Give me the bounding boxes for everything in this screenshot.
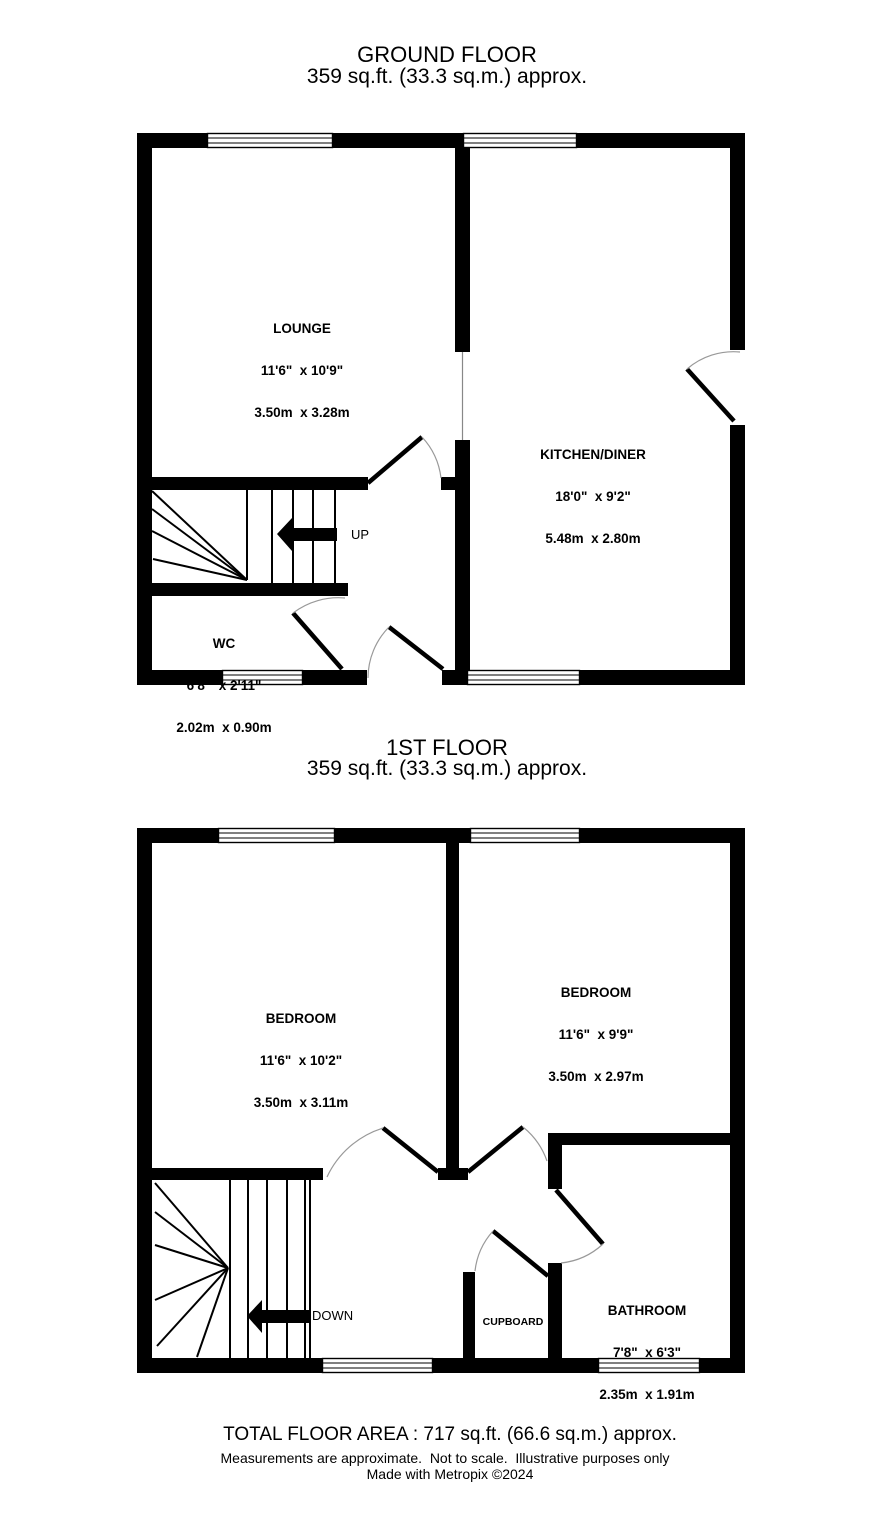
gf-stair-top-wall — [152, 477, 368, 490]
bedroom-left-name: BEDROOM — [265, 1011, 337, 1026]
gf-divider-stub — [441, 477, 457, 490]
lounge-name: LOUNGE — [273, 321, 331, 336]
ff-wall-right — [730, 828, 745, 1373]
ff-stair-winders — [155, 1183, 228, 1357]
gf-doors — [293, 352, 740, 678]
bedroom-right-name: BEDROOM — [560, 985, 632, 1000]
bathroom-name: BATHROOM — [607, 1303, 687, 1318]
bedroom-right-dims-imperial: 11'6" x 9'9" — [558, 1027, 634, 1042]
stairs-down-label: DOWN — [312, 1308, 354, 1323]
ff-bathroom-left-wall-lower — [548, 1263, 562, 1358]
first-floor-area: 359 sq.ft. (33.3 sq.m.) approx. — [306, 757, 588, 780]
ff-bathroom-top-wall — [548, 1133, 745, 1145]
ff-bedroom-right-door — [468, 1127, 547, 1172]
kitchen-diner-name: KITCHEN/DINER — [540, 447, 646, 462]
lounge-dims-imperial: 11'6" x 10'9" — [260, 363, 344, 378]
ff-wall-left — [137, 828, 152, 1373]
ff-wall-bottom-2 — [433, 1358, 598, 1373]
gf-divider-wall-upper — [455, 148, 470, 352]
gf-stair-winders — [152, 491, 247, 580]
kitchen-diner-dims-metric: 5.48m x 2.80m — [545, 531, 641, 546]
ff-divider-wall — [446, 843, 459, 1168]
ff-wall-bottom-3 — [700, 1358, 745, 1373]
bedroom-left-label — [254, 984, 349, 1138]
gf-up-arrow — [277, 518, 337, 551]
gf-wall-left — [137, 133, 152, 685]
ff-bathroom-left-wall-upper — [548, 1133, 562, 1189]
gf-stair-bottom-wall — [137, 583, 348, 596]
gf-entry-door — [368, 627, 443, 678]
gf-kitchen-back-door — [687, 352, 740, 421]
ff-cupboard-door — [475, 1231, 548, 1276]
wc-dims-metric: 2.02m x 0.90m — [176, 720, 272, 735]
gf-wc-door — [293, 598, 345, 669]
bedroom-right-dims-metric: 3.50m x 2.97m — [548, 1069, 644, 1084]
ff-window-top-right — [470, 829, 580, 843]
ff-window-bottom-left — [322, 1359, 433, 1373]
gf-window-top-kitchen — [463, 134, 577, 148]
credit-text: Made with Metropix ©2024 — [366, 1466, 534, 1482]
gf-wall-right-upper — [730, 133, 745, 350]
gf-lounge-door — [368, 437, 441, 483]
gf-walls — [137, 133, 745, 685]
gf-divider-wall-lower — [455, 440, 470, 670]
ground-floor-title: GROUND FLOOR — [357, 42, 537, 67]
gf-wall-right-lower — [730, 425, 745, 685]
ff-cupboard-left-wall — [463, 1272, 475, 1358]
lounge-label — [254, 294, 349, 448]
ground-floor-area: 359 sq.ft. (33.3 sq.m.) approx. — [306, 65, 588, 88]
bedroom-right-label — [548, 958, 643, 1112]
ff-stair-top-wall — [152, 1168, 323, 1180]
disclaimer-text: Measurements are approximate. Not to scale. Illustrative purposes only — [220, 1450, 670, 1466]
wc-name: WC — [212, 636, 236, 651]
gf-window-bottom-kitchen — [467, 671, 580, 685]
total-floor-area: TOTAL FLOOR AREA : 717 sq.ft. (66.6 sq.m.) approx. — [223, 1424, 677, 1445]
bathroom-dims-imperial: 7'8" x 6'3" — [612, 1345, 682, 1360]
bathroom-dims-metric: 2.35m x 1.91m — [599, 1387, 695, 1402]
ff-wall-bottom-1 — [137, 1358, 322, 1373]
wc-dims-imperial: 6'8" x 2'11" — [186, 678, 262, 693]
ff-window-top-left — [218, 829, 335, 843]
ff-staircase — [155, 1180, 310, 1358]
kitchen-diner-dims-imperial: 18'0" x 9'2" — [555, 489, 631, 504]
ff-divider-stub — [438, 1168, 468, 1180]
first-floor-title: 1ST FLOOR — [386, 735, 508, 760]
bedroom-left-dims-metric: 3.50m x 3.11m — [253, 1095, 349, 1110]
kitchen-diner-label — [540, 420, 646, 574]
wc-label — [176, 609, 271, 763]
bathroom-label — [599, 1276, 694, 1430]
ground-floor-plan — [137, 133, 745, 685]
gf-window-top-lounge — [207, 134, 333, 148]
lounge-dims-metric: 3.50m x 3.28m — [254, 405, 350, 420]
bedroom-left-dims-imperial: 11'6" x 10'2" — [259, 1053, 343, 1068]
stairs-up-label: UP — [351, 527, 370, 542]
ff-down-arrow — [247, 1300, 310, 1333]
cupboard-label: CUPBOARD — [482, 1316, 544, 1328]
ff-bathroom-door — [556, 1190, 603, 1263]
